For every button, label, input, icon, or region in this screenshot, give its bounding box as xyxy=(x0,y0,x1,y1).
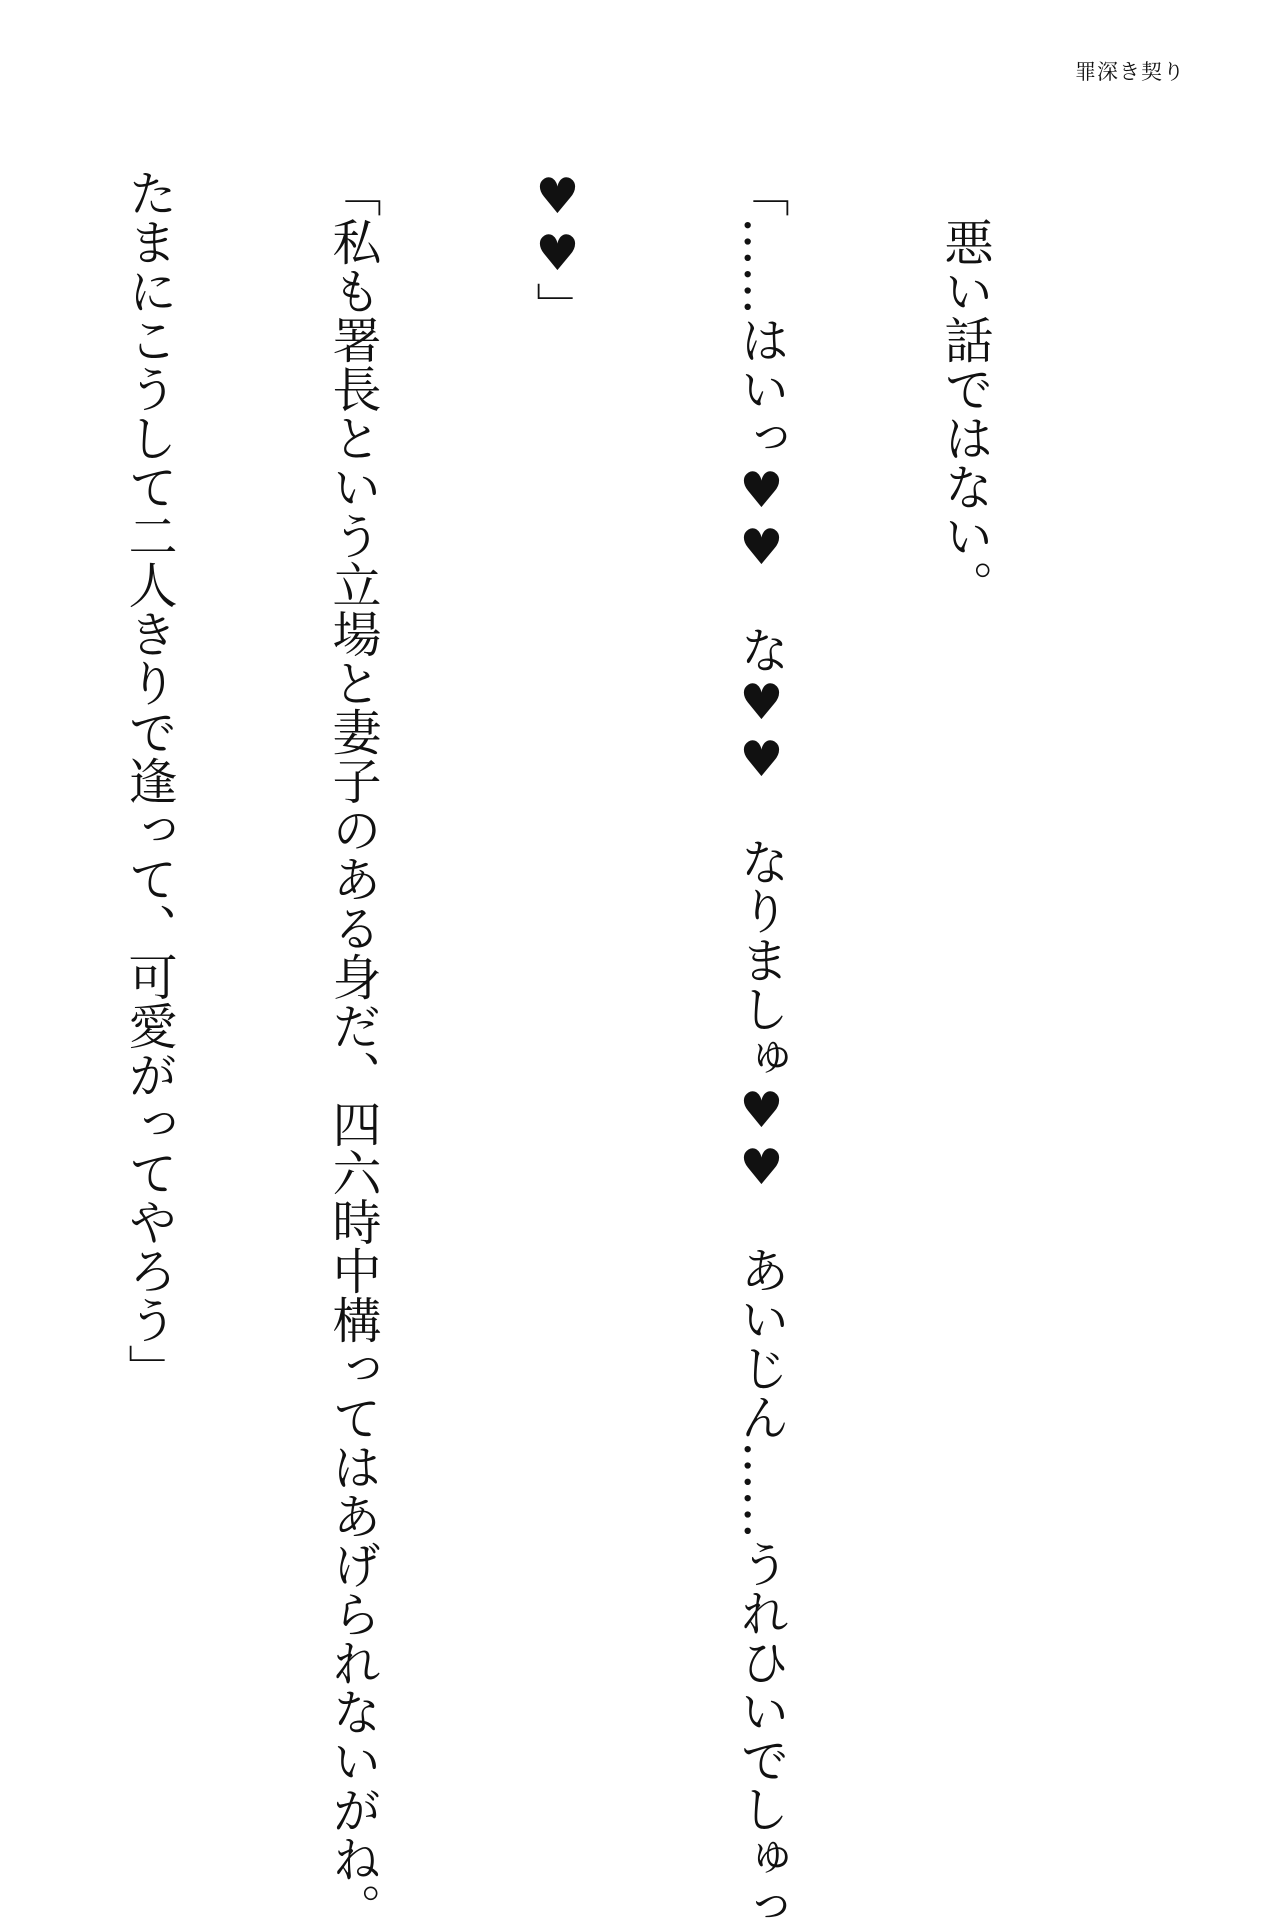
text-line: ♥♥」 xyxy=(529,168,586,331)
text-line: 「私も署長という立場と妻子のある身だ、四六時中構ってはあげられないがね。 xyxy=(325,168,382,1932)
novel-body-text xyxy=(0,168,1135,1932)
text-line: 「……はいっ♥♥ な♥♥ なりましゅ♥♥ あいじん……うれひいでしゅっ xyxy=(733,168,790,1931)
running-header: 罪深き契り xyxy=(1075,60,1185,84)
text-line: 悪い話ではない。 xyxy=(937,168,994,609)
text-line: たまにこうして二人きりで逢って、可愛がってやろう」 xyxy=(121,168,178,1393)
